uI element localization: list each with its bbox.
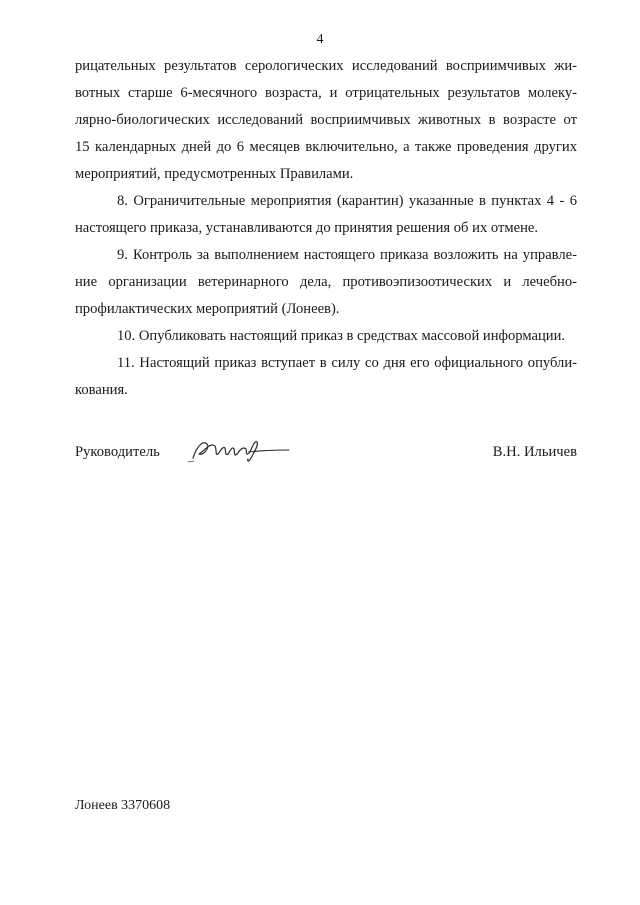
text-line: 10. Опубликовать настоящий приказ в средствах массовой информации. [117,328,566,344]
footer-document-code: Лонеев 3370608 [75,798,171,813]
signer-name: В.Н. Ильичев [492,444,577,460]
signature-block [75,440,577,470]
paragraph-continuation [75,53,577,188]
text-line: мероприятий, предусмотренных Правилами. [75,166,354,182]
text-line: профилактических мероприятий (Лонеев). [75,301,340,317]
text-line: настоящего приказа, устанавливаются до принятия решения об их отмене. [75,220,539,236]
text-line: вотных старше 6-месячного возраста, и отрицательных результатов молеку- [75,85,577,101]
text-line: 11. Настоящий приказ вступает в силу со дня его официального опубли- [117,355,577,371]
text-line: 9. Контроль за выполнением настоящего приказа возложить на управле- [117,247,577,263]
signer-title: Руководитель [75,444,160,460]
document-body [75,53,577,404]
text-line: 8. Ограничительные мероприятия (карантин) указанные в пунктах 4 - 6 [117,193,577,209]
text-line: лярно-биологических исследований восприимчивых животных в возрасте от [75,112,577,128]
page-number: 4 [316,32,324,47]
text-line: рицательных результатов серологических исследований восприимчивых жи- [75,58,577,74]
paragraph-item-8 [75,188,577,242]
handwritten-signature [185,432,295,466]
paragraph-item-9 [75,242,577,323]
text-line: кования. [75,382,128,398]
paragraph-item-10 [75,323,577,350]
text-line: 15 календарных дней до 6 месяцев включительно, а также проведения других [75,139,577,155]
text-line: ние организации ветеринарного дела, противоэпизоотических и лечебно- [75,274,577,290]
paragraph-item-11 [75,350,577,404]
